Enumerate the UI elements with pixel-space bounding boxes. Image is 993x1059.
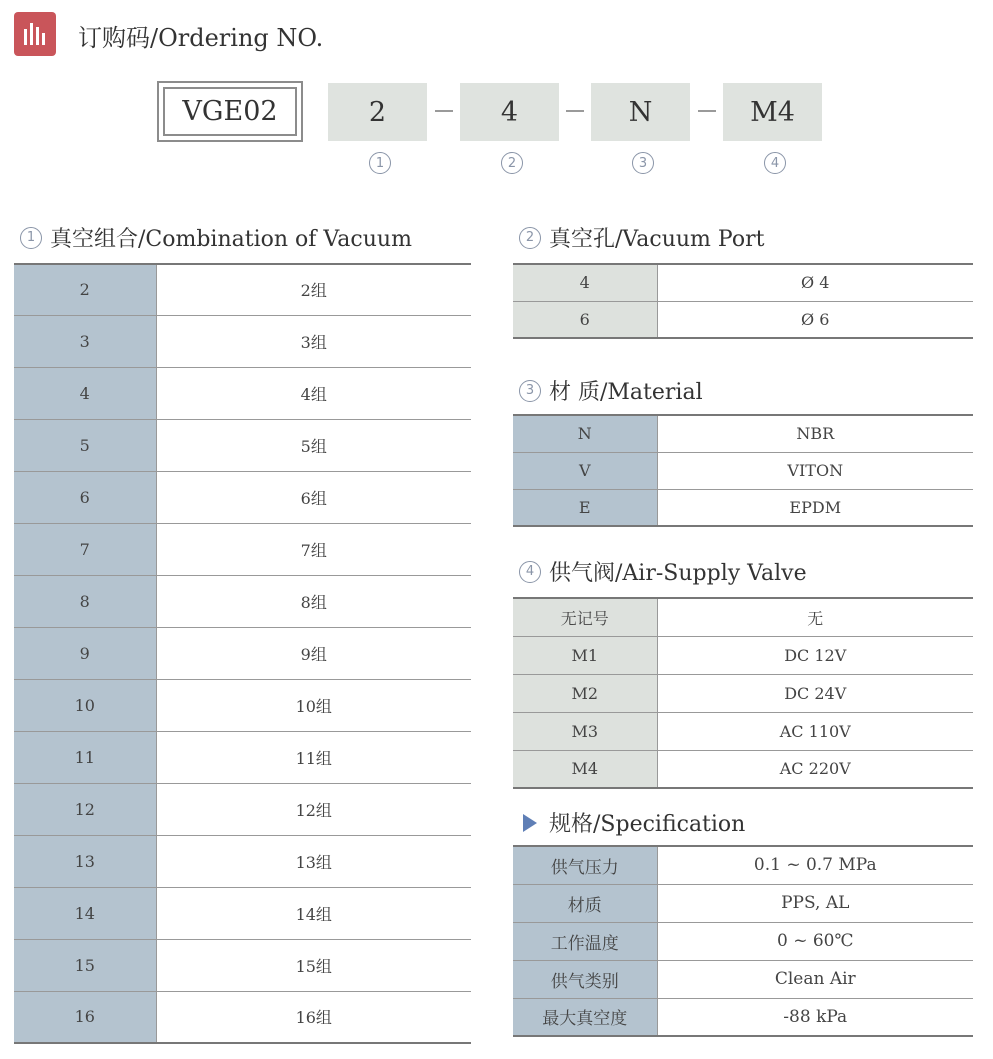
table-row <box>14 783 471 835</box>
row-value: DC 24V <box>657 674 973 712</box>
row-code: 13 <box>14 835 156 887</box>
table-row <box>513 998 973 1036</box>
marker-2: 2 <box>519 227 541 249</box>
row-code: M2 <box>513 674 657 712</box>
table-row <box>14 731 471 783</box>
row-value: AC 110V <box>657 712 973 750</box>
row-value: 9组 <box>156 627 471 679</box>
row-value: -88 kPa <box>657 998 973 1036</box>
row-value: 3组 <box>156 315 471 367</box>
table-row <box>14 575 471 627</box>
row-value: 16组 <box>156 991 471 1043</box>
air-supply-heading <box>519 556 807 587</box>
row-code: 6 <box>14 471 156 523</box>
table-row <box>513 960 973 998</box>
row-value: Clean Air <box>657 960 973 998</box>
row-code: M3 <box>513 712 657 750</box>
table-row <box>513 922 973 960</box>
code-dash <box>566 110 584 112</box>
table-row <box>14 627 471 679</box>
table-row <box>14 835 471 887</box>
code-part-1: 2 <box>328 83 427 141</box>
row-value: 8组 <box>156 575 471 627</box>
row-value: 0.1 ~ 0.7 MPa <box>753 855 877 876</box>
row-key: 材质 <box>513 884 657 922</box>
row-value: 13组 <box>156 835 471 887</box>
row-code: 7 <box>14 523 156 575</box>
row-value: 4组 <box>156 367 471 419</box>
table-row <box>513 884 973 922</box>
table-row <box>513 301 973 338</box>
marker-1: 1 <box>20 227 42 249</box>
marker-1: 1 <box>369 152 391 174</box>
table-row <box>513 489 973 526</box>
table-row <box>14 419 471 471</box>
table-row <box>14 939 471 991</box>
row-key: 最大真空度 <box>513 998 657 1036</box>
air-supply-table <box>513 597 973 789</box>
row-value: EPDM <box>657 489 973 526</box>
table-row <box>513 264 973 301</box>
row-value: Ø 6 <box>657 301 973 338</box>
table-row <box>14 264 471 315</box>
material-heading <box>519 375 703 406</box>
row-code: V <box>513 452 657 489</box>
marker-4: 4 <box>519 561 541 583</box>
logo-icon <box>14 12 56 56</box>
row-code: N <box>513 415 657 452</box>
vacuum-port-heading <box>519 222 764 253</box>
code-part-4: M4 <box>723 83 822 141</box>
table-row <box>14 523 471 575</box>
table-row <box>513 415 973 452</box>
row-code: 14 <box>14 887 156 939</box>
table-row <box>513 846 973 884</box>
row-code: M1 <box>513 636 657 674</box>
row-code: 11 <box>14 731 156 783</box>
row-value: 7组 <box>156 523 471 575</box>
marker-3: 3 <box>632 152 654 174</box>
code-dash <box>698 110 716 112</box>
row-value: VITON <box>657 452 973 489</box>
row-code: 16 <box>14 991 156 1043</box>
table-row <box>14 367 471 419</box>
table-row <box>513 452 973 489</box>
model-code-box <box>157 81 303 142</box>
row-code: 4 <box>513 264 657 301</box>
table-row <box>513 750 973 788</box>
row-value: PPS, AL <box>657 884 973 922</box>
table-row <box>14 679 471 731</box>
model-code: VGE02 <box>163 87 297 136</box>
material-table <box>513 414 973 527</box>
row-key: 供气类别 <box>513 960 657 998</box>
table-row <box>513 598 973 636</box>
marker-3: 3 <box>519 380 541 402</box>
arrow-right-icon <box>523 814 537 832</box>
table-row <box>14 471 471 523</box>
row-key: 供气压力 <box>513 846 657 884</box>
row-key: 工作温度 <box>513 922 657 960</box>
table-row <box>513 674 973 712</box>
row-code: 5 <box>14 419 156 471</box>
table-row <box>14 991 471 1043</box>
row-code: 2 <box>14 264 156 315</box>
row-code: E <box>513 489 657 526</box>
row-value: 0 ~ 60℃ <box>657 922 973 960</box>
row-value: 5组 <box>156 419 471 471</box>
row-value: 12组 <box>156 783 471 835</box>
row-value: 10组 <box>156 679 471 731</box>
marker-4: 4 <box>764 152 786 174</box>
row-code: 8 <box>14 575 156 627</box>
section-title: 供气阀/Air-Supply Valve <box>549 561 807 586</box>
row-value: DC 12V <box>657 636 973 674</box>
row-code: 15 <box>14 939 156 991</box>
row-value: 11组 <box>156 731 471 783</box>
row-value: NBR <box>796 424 835 444</box>
row-code: 6 <box>513 301 657 338</box>
row-code: M4 <box>513 750 657 788</box>
section-title: 真空孔/Vacuum Port <box>549 227 765 252</box>
row-code: 9 <box>14 627 156 679</box>
vacuum-combination-heading <box>20 222 412 253</box>
row-code: 3 <box>14 315 156 367</box>
section-title: 规格/Specification <box>549 812 746 837</box>
section-title: 真空组合/Combination of Vacuum <box>50 227 412 252</box>
row-code: 10 <box>14 679 156 731</box>
row-value: 15组 <box>156 939 471 991</box>
table-row <box>513 712 973 750</box>
table-row <box>14 315 471 367</box>
vacuum-combination-table <box>14 263 471 1044</box>
section-title: 材 质/Material <box>549 380 703 405</box>
row-value: AC 220V <box>657 750 973 788</box>
table-row <box>513 636 973 674</box>
row-code: 无记号 <box>513 598 657 636</box>
vacuum-port-table <box>513 263 973 339</box>
row-code: 4 <box>14 367 156 419</box>
row-value: 14组 <box>156 887 471 939</box>
row-value: 6组 <box>156 471 471 523</box>
code-part-2: 4 <box>460 83 559 141</box>
row-value: 无 <box>807 608 824 628</box>
marker-2: 2 <box>501 152 523 174</box>
specification-table <box>513 845 973 1037</box>
row-code: 12 <box>14 783 156 835</box>
code-dash <box>435 110 453 112</box>
page-title: 订购码/Ordering NO. <box>78 24 324 52</box>
table-row <box>14 887 471 939</box>
row-value: Ø 4 <box>801 273 830 293</box>
code-part-3: N <box>591 83 690 141</box>
row-value: 2组 <box>300 281 327 301</box>
specification-heading <box>515 807 745 838</box>
